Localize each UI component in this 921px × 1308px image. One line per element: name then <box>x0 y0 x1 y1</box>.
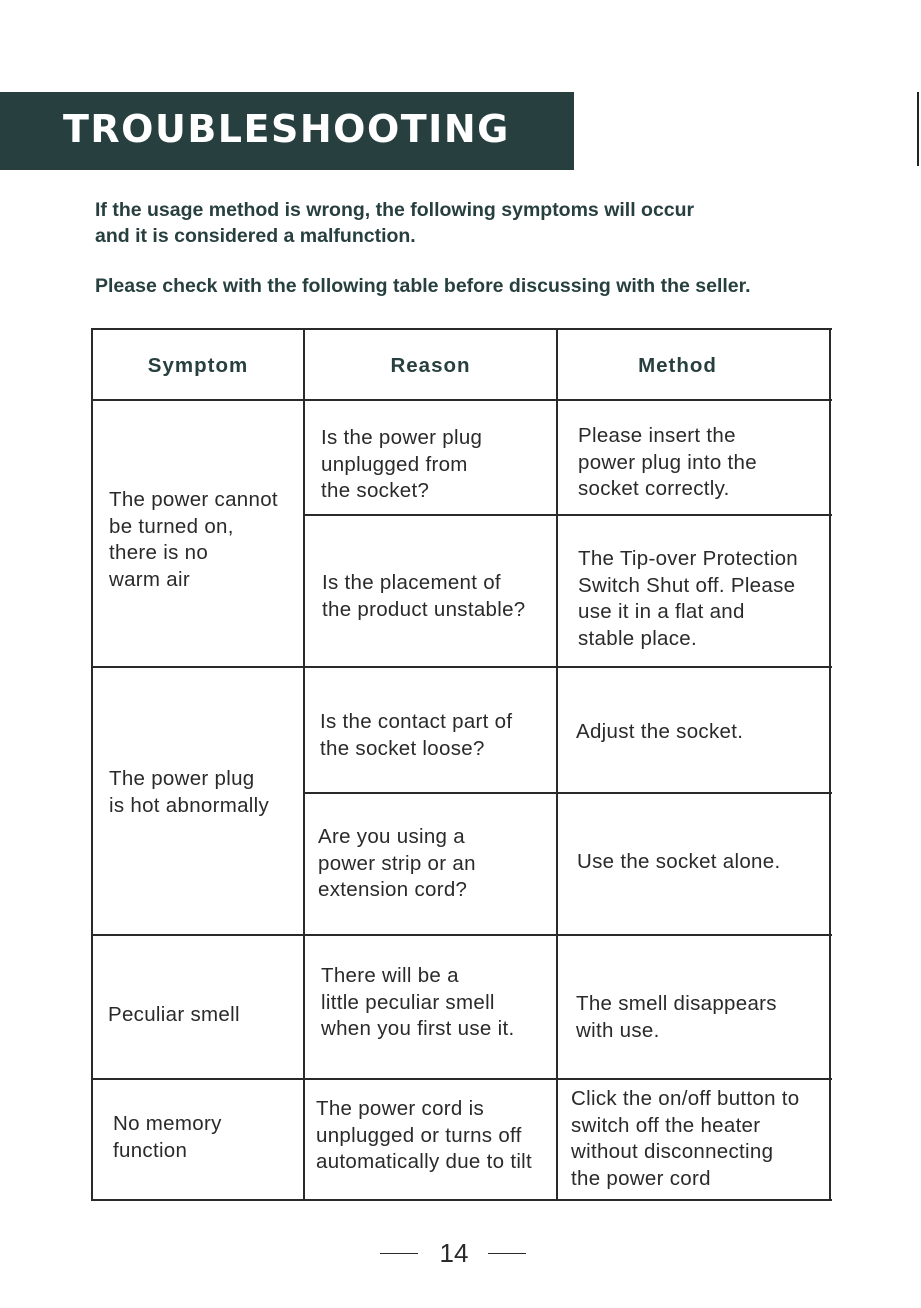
symptom-cell: Peculiar smell <box>108 1003 240 1026</box>
page-title: TROUBLESHOOTING <box>63 107 510 151</box>
method-cell: Please insert the power plug into the socket correctly. <box>578 424 757 500</box>
reason-cell: Is the contact part of the socket loose? <box>320 710 513 760</box>
header-symptom: Symptom <box>147 354 249 377</box>
table-border-top <box>91 328 832 330</box>
edge-divider <box>917 92 919 166</box>
intro-note: Please check with the following table before discussing with the seller. <box>95 275 751 297</box>
footer-rule-right <box>488 1253 526 1254</box>
reason-cell: The power cord is unplugged or turns off automatically due to tilt <box>316 1097 533 1173</box>
method-cell: The smell disappears with use. <box>576 992 777 1042</box>
method-cell: Adjust the socket. <box>576 720 744 743</box>
symptom-cell: The power cannot be turned on, there is no warm air <box>109 488 278 591</box>
symptom-cell: The power plug is hot abnormally <box>109 767 270 817</box>
symptom-cell: No memory function <box>113 1112 222 1162</box>
row-divider <box>91 666 832 668</box>
column-divider <box>556 328 558 1201</box>
column-divider <box>303 328 305 1201</box>
subrow-divider <box>303 514 832 516</box>
reason-cell: Are you using a power strip or an extension cord? <box>318 825 476 901</box>
subrow-divider <box>303 792 832 794</box>
row-divider <box>91 934 832 936</box>
row-divider <box>91 1078 832 1080</box>
row-divider <box>91 399 832 401</box>
method-cell: Click the on/off button to switch off the heater without disconnecting the power cord <box>571 1087 800 1190</box>
footer-rule-left <box>380 1253 418 1254</box>
table-border-right <box>829 328 831 1201</box>
method-cell: Use the socket alone. <box>577 850 781 873</box>
page-number: 14 <box>439 1238 469 1268</box>
header-reason: Reason <box>390 354 471 377</box>
table-border-left <box>91 328 93 1201</box>
reason-cell: Is the power plug unplugged from the socket? <box>321 426 483 502</box>
header-method: Method <box>638 354 717 377</box>
table-border-bottom <box>91 1199 832 1201</box>
method-cell: The Tip-over Protection Switch Shut off. Please use it in a flat and stable place. <box>578 547 798 650</box>
intro-text: If the usage method is wrong, the following symptoms will occur and it is considered a malfunction. <box>95 199 695 247</box>
reason-cell: Is the placement of the product unstable? <box>322 571 526 621</box>
reason-cell: There will be a little peculiar smell when you first use it. <box>321 964 515 1040</box>
